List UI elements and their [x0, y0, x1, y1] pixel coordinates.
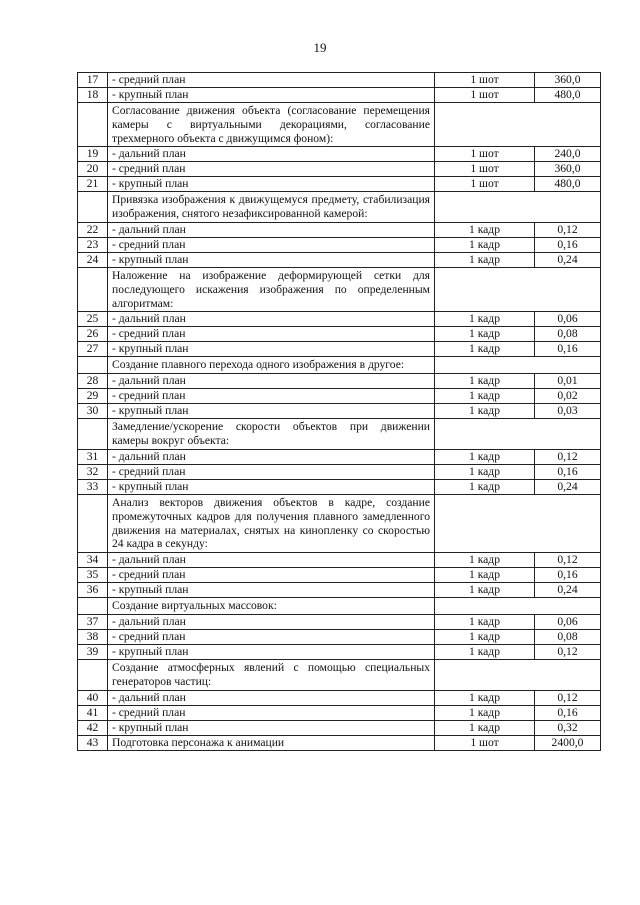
table-section-heading-row: [78, 267, 601, 311]
row-number-cell: [78, 357, 108, 374]
price-cell: 0,16: [535, 342, 601, 357]
table-row: [78, 177, 601, 192]
row-number-cell: [78, 103, 108, 147]
table-row: [78, 147, 601, 162]
price-cell: 0,12: [535, 222, 601, 237]
service-name-cell: - дальний план: [108, 449, 435, 464]
row-number-cell: 21: [78, 177, 108, 192]
row-number-cell: 36: [78, 583, 108, 598]
service-name-cell: - средний план: [108, 73, 435, 88]
row-number-cell: 37: [78, 615, 108, 630]
empty-cell: [435, 419, 601, 450]
table-row: [78, 404, 601, 419]
unit-cell: 1 кадр: [435, 404, 535, 419]
service-name-cell: - дальний план: [108, 312, 435, 327]
price-cell: 0,16: [535, 705, 601, 720]
service-name-cell: - крупный план: [108, 252, 435, 267]
section-heading-cell: Создание виртуальных массовок:: [108, 598, 435, 615]
price-cell: 0,02: [535, 389, 601, 404]
row-number-cell: 29: [78, 389, 108, 404]
section-heading-cell: Замедление/ускорение скорости объектов при движении камеры вокруг объекта:: [108, 419, 435, 450]
table-row: [78, 327, 601, 342]
section-heading-cell: Привязка изображения к движущемуся предмету, стабилизация изображения, снятого незафиксированной камерой:: [108, 192, 435, 223]
row-number-cell: [78, 494, 108, 552]
table-row: [78, 645, 601, 660]
unit-cell: 1 кадр: [435, 553, 535, 568]
row-number-cell: 27: [78, 342, 108, 357]
table-section-heading-row: [78, 103, 601, 147]
table-row: [78, 479, 601, 494]
price-cell: 0,12: [535, 645, 601, 660]
table-row: [78, 568, 601, 583]
row-number-cell: [78, 660, 108, 691]
service-name-cell: - средний план: [108, 327, 435, 342]
row-number-cell: 40: [78, 690, 108, 705]
unit-cell: 1 кадр: [435, 568, 535, 583]
service-name-cell: - крупный план: [108, 583, 435, 598]
price-table: [77, 72, 601, 751]
price-cell: 240,0: [535, 147, 601, 162]
service-name-cell: - крупный план: [108, 404, 435, 419]
row-number-cell: 24: [78, 252, 108, 267]
unit-cell: 1 кадр: [435, 252, 535, 267]
price-cell: 0,12: [535, 449, 601, 464]
price-cell: 480,0: [535, 177, 601, 192]
table-row: [78, 374, 601, 389]
table-row: [78, 690, 601, 705]
service-name-cell: - дальний план: [108, 222, 435, 237]
unit-cell: 1 кадр: [435, 389, 535, 404]
row-number-cell: 20: [78, 162, 108, 177]
service-name-cell: - крупный план: [108, 645, 435, 660]
service-name-cell: - средний план: [108, 237, 435, 252]
price-cell: 0,03: [535, 404, 601, 419]
row-number-cell: 19: [78, 147, 108, 162]
price-cell: 2400,0: [535, 735, 601, 750]
page-number: 19: [313, 40, 327, 55]
table-row: [78, 630, 601, 645]
unit-cell: 1 кадр: [435, 615, 535, 630]
unit-cell: 1 кадр: [435, 479, 535, 494]
section-heading-cell: Согласование движения объекта (согласование перемещения камеры с виртуальными декорациями, согласование трехмерного объекта с движущимся фоном):: [108, 103, 435, 147]
unit-cell: 1 кадр: [435, 464, 535, 479]
empty-cell: [435, 267, 601, 311]
price-cell: 0,16: [535, 237, 601, 252]
service-name-cell: - дальний план: [108, 553, 435, 568]
table-row: [78, 583, 601, 598]
price-cell: 0,12: [535, 690, 601, 705]
unit-cell: 1 кадр: [435, 312, 535, 327]
unit-cell: 1 кадр: [435, 449, 535, 464]
service-name-cell: - крупный план: [108, 342, 435, 357]
service-name-cell: - дальний план: [108, 615, 435, 630]
service-name-cell: - крупный план: [108, 479, 435, 494]
table-row: [78, 88, 601, 103]
unit-cell: 1 кадр: [435, 645, 535, 660]
unit-cell: 1 кадр: [435, 327, 535, 342]
table-row: [78, 342, 601, 357]
price-cell: 0,32: [535, 720, 601, 735]
section-heading-cell: Создание атмосферных явлений с помощью специальных генераторов частиц:: [108, 660, 435, 691]
table-row: [78, 312, 601, 327]
table-section-heading-row: [78, 419, 601, 450]
table-row: [78, 464, 601, 479]
unit-cell: 1 шот: [435, 177, 535, 192]
table-row: [78, 720, 601, 735]
table-row: [78, 553, 601, 568]
service-name-cell: - средний план: [108, 568, 435, 583]
table-row: [78, 705, 601, 720]
price-cell: 0,12: [535, 553, 601, 568]
section-heading-cell: Наложение на изображение деформирующей сетки для последующего искажения изображения по определенным алгоритмам:: [108, 267, 435, 311]
empty-cell: [435, 660, 601, 691]
unit-cell: 1 кадр: [435, 705, 535, 720]
unit-cell: 1 кадр: [435, 630, 535, 645]
table-section-heading-row: [78, 192, 601, 223]
row-number-cell: 22: [78, 222, 108, 237]
price-cell: 0,24: [535, 479, 601, 494]
table-row: [78, 615, 601, 630]
service-name-cell: - дальний план: [108, 690, 435, 705]
service-name-cell: - крупный план: [108, 720, 435, 735]
empty-cell: [435, 103, 601, 147]
table-row: [78, 73, 601, 88]
price-cell: 0,24: [535, 583, 601, 598]
service-name-cell: - дальний план: [108, 374, 435, 389]
row-number-cell: 32: [78, 464, 108, 479]
table-row: [78, 162, 601, 177]
unit-cell: 1 шот: [435, 88, 535, 103]
row-number-cell: [78, 267, 108, 311]
table-row: [78, 735, 601, 750]
unit-cell: 1 кадр: [435, 237, 535, 252]
price-cell: 360,0: [535, 162, 601, 177]
service-name-cell: Подготовка персонажа к анимации: [108, 735, 435, 750]
unit-cell: 1 кадр: [435, 222, 535, 237]
service-name-cell: - крупный план: [108, 88, 435, 103]
empty-cell: [435, 192, 601, 223]
empty-cell: [435, 357, 601, 374]
table-section-heading-row: [78, 598, 601, 615]
service-name-cell: - средний план: [108, 464, 435, 479]
unit-cell: 1 кадр: [435, 690, 535, 705]
empty-cell: [435, 494, 601, 552]
service-name-cell: - средний план: [108, 389, 435, 404]
row-number-cell: 42: [78, 720, 108, 735]
section-heading-cell: Анализ векторов движения объектов в кадре, создание промежуточных кадров для получения плавного замедленного движения на материалах, снятых на кинопленку со скоростью 24 кадра в секунду:: [108, 494, 435, 552]
empty-cell: [435, 598, 601, 615]
table-section-heading-row: [78, 357, 601, 374]
price-cell: 0,16: [535, 568, 601, 583]
section-heading-cell: Создание плавного перехода одного изображения в другое:: [108, 357, 435, 374]
price-cell: 0,16: [535, 464, 601, 479]
table-row: [78, 389, 601, 404]
table-row: [78, 237, 601, 252]
table-row: [78, 252, 601, 267]
price-cell: 0,08: [535, 327, 601, 342]
unit-cell: 1 кадр: [435, 720, 535, 735]
table-section-heading-row: [78, 660, 601, 691]
unit-cell: 1 шот: [435, 147, 535, 162]
service-name-cell: - средний план: [108, 705, 435, 720]
row-number-cell: 17: [78, 73, 108, 88]
row-number-cell: 41: [78, 705, 108, 720]
price-cell: 0,06: [535, 312, 601, 327]
row-number-cell: 38: [78, 630, 108, 645]
unit-cell: 1 шот: [435, 735, 535, 750]
service-name-cell: - средний план: [108, 162, 435, 177]
row-number-cell: 23: [78, 237, 108, 252]
row-number-cell: [78, 192, 108, 223]
row-number-cell: 39: [78, 645, 108, 660]
row-number-cell: 28: [78, 374, 108, 389]
unit-cell: 1 кадр: [435, 342, 535, 357]
row-number-cell: 43: [78, 735, 108, 750]
unit-cell: 1 кадр: [435, 583, 535, 598]
row-number-cell: 34: [78, 553, 108, 568]
table-row: [78, 222, 601, 237]
row-number-cell: 35: [78, 568, 108, 583]
price-cell: 0,01: [535, 374, 601, 389]
table-section-heading-row: [78, 494, 601, 552]
service-name-cell: - крупный план: [108, 177, 435, 192]
price-cell: 480,0: [535, 88, 601, 103]
unit-cell: 1 кадр: [435, 374, 535, 389]
service-name-cell: - дальний план: [108, 147, 435, 162]
row-number-cell: 31: [78, 449, 108, 464]
row-number-cell: 33: [78, 479, 108, 494]
row-number-cell: 30: [78, 404, 108, 419]
unit-cell: 1 шот: [435, 73, 535, 88]
row-number-cell: 25: [78, 312, 108, 327]
service-name-cell: - средний план: [108, 630, 435, 645]
row-number-cell: [78, 598, 108, 615]
table-body: [78, 73, 601, 751]
price-cell: 360,0: [535, 73, 601, 88]
row-number-cell: 26: [78, 327, 108, 342]
row-number-cell: 18: [78, 88, 108, 103]
price-cell: 0,24: [535, 252, 601, 267]
unit-cell: 1 шот: [435, 162, 535, 177]
price-cell: 0,06: [535, 615, 601, 630]
price-cell: 0,08: [535, 630, 601, 645]
row-number-cell: [78, 419, 108, 450]
table-row: [78, 449, 601, 464]
